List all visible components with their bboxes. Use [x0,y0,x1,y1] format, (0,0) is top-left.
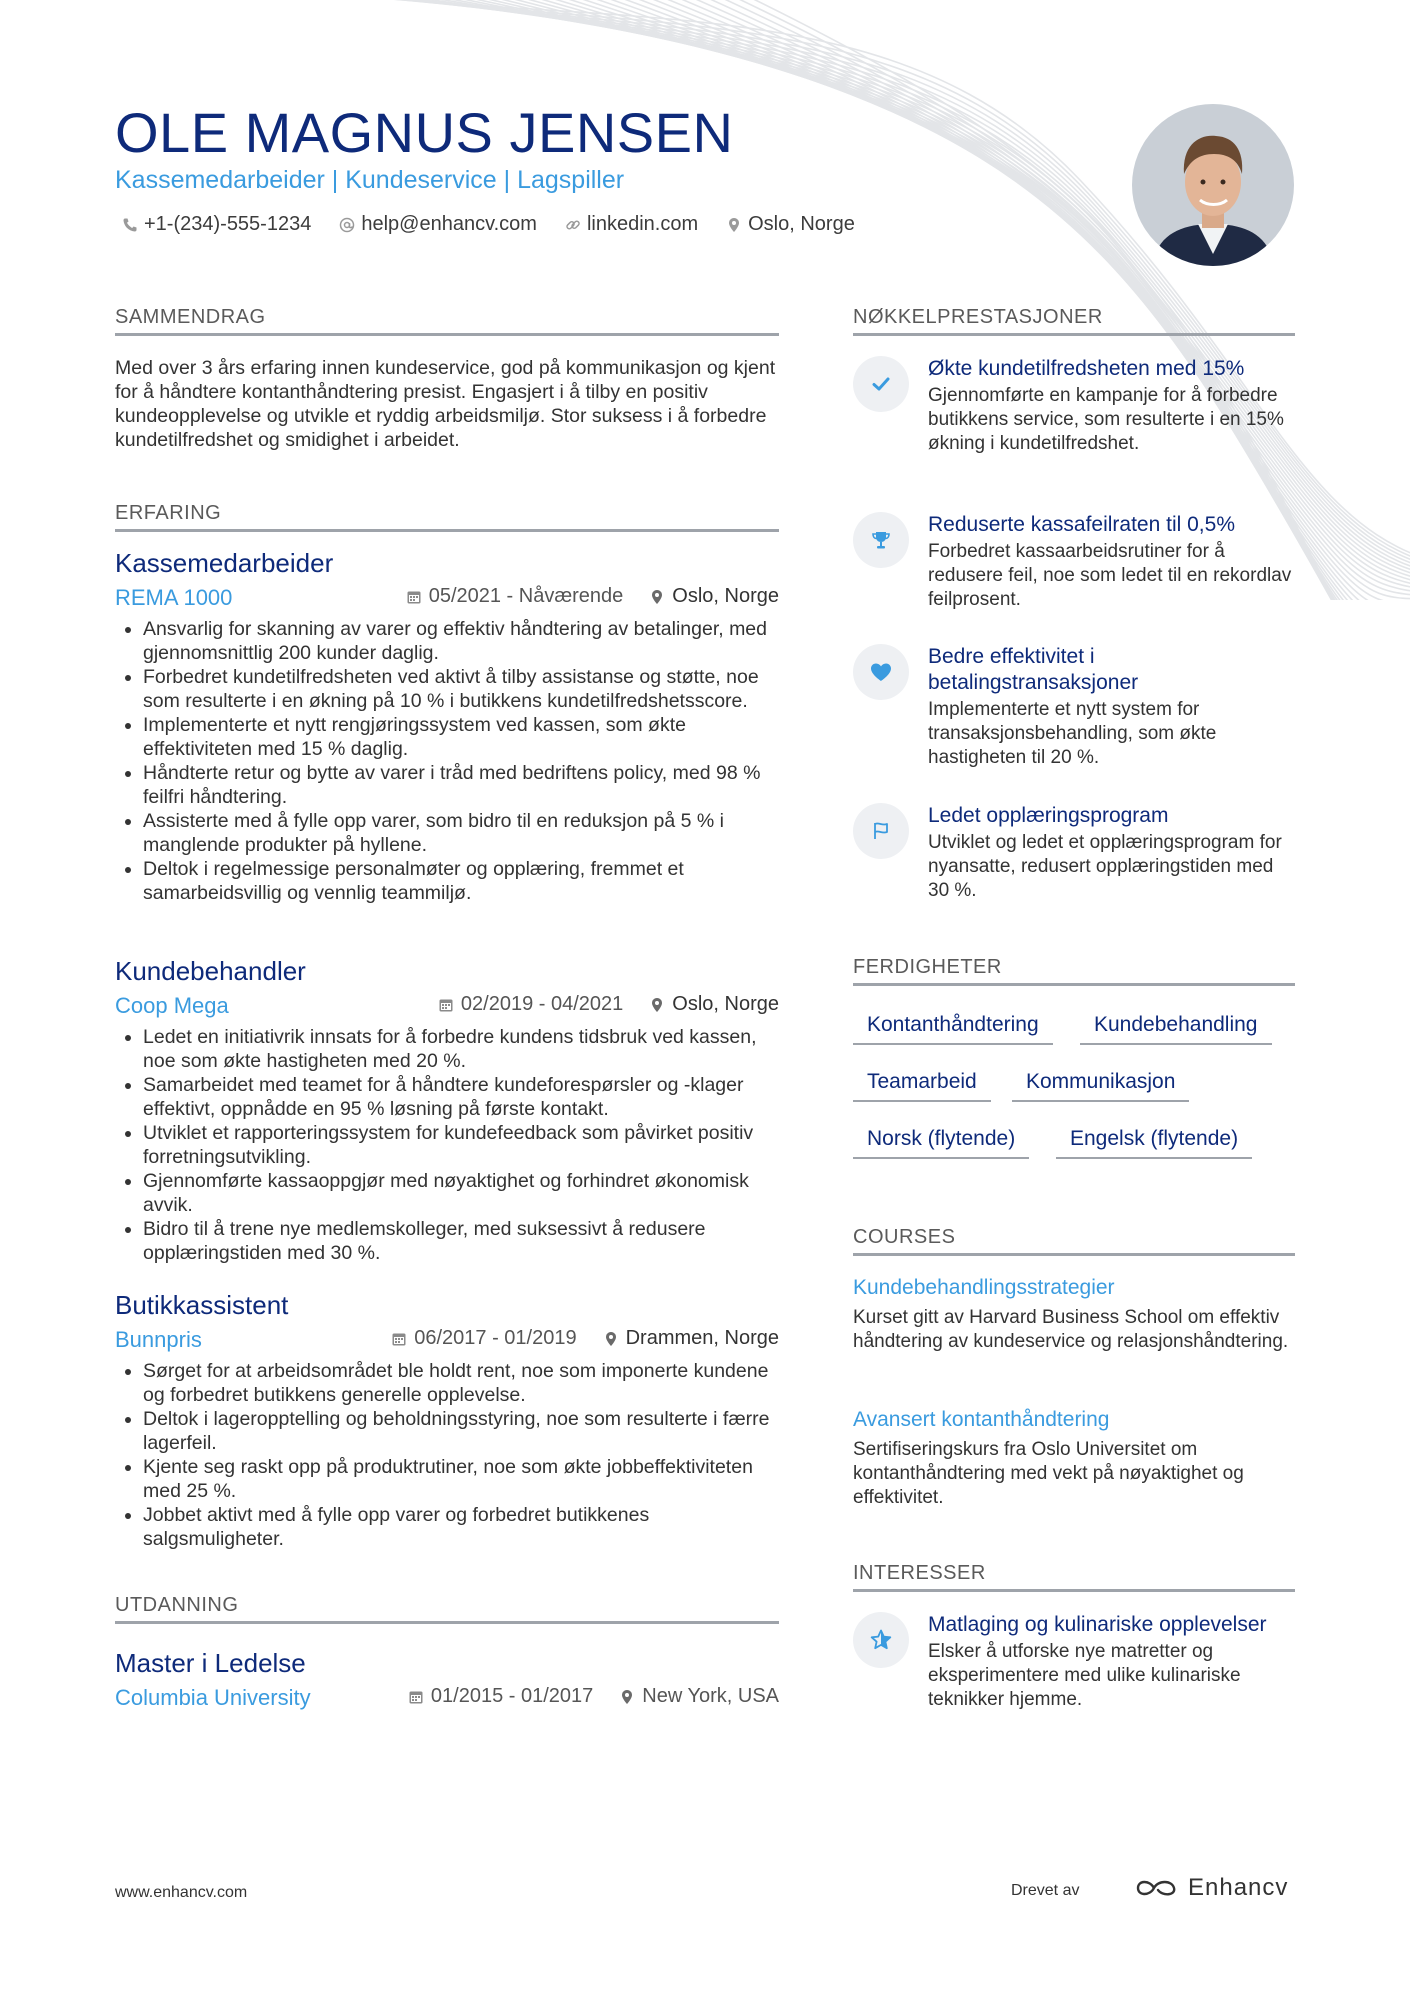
brand-name: Enhancv [1188,1874,1289,1901]
calendar-icon [406,589,422,605]
job-bullet: • Ansvarlig for skanning av varer og effektiv håndtering av betalinger, med gjennomsnittlig 200 kunder daglig. [143,617,779,665]
interests-section-header [853,1562,1295,1592]
job-title: Kassemedarbeider [115,548,334,578]
interest-item [853,1612,1295,1712]
course-desc: Kurset gitt av Harvard Business School om effektiv håndtering av kundeservice og relasjonshåndtering. [853,1307,1289,1352]
achievement-item [853,803,1295,903]
job-bullet: • Kjente seg raskt opp på produktrutiner, noe som økte jobbeffektiviteten med 25 %. [143,1455,779,1503]
job-bullets [115,1025,779,1265]
achievement-item [853,356,1295,456]
phone-text: +1-(234)-555-1234 [144,213,312,235]
wave-line [735,0,1410,600]
location-pin-icon [603,1331,619,1347]
job-bullet: • Deltok i lageropptelling og beholdningsstyring, noe som resulterte i færre lagerfeil. [143,1407,779,1455]
phone-icon [122,217,138,233]
course-item [853,1276,1295,1354]
job-entry [115,956,779,1265]
achievement-item [853,512,1295,612]
company-name: REMA 1000 [115,585,233,610]
skill-tag: Teamarbeid [853,1070,991,1102]
achievement-item [853,644,1295,770]
calendar-icon [391,1331,407,1347]
link-icon [565,217,581,233]
location-text: Oslo, Norge [748,213,855,235]
footer-brand [1132,1874,1288,1902]
section-title-courses: COURSES [853,1226,1295,1256]
education-meta [115,1685,779,1715]
job-entry [115,548,779,905]
job-location-text: Oslo, Norge [672,993,779,1015]
skills-section-header [853,956,1295,986]
at-sign-icon [339,217,355,233]
job-bullet: • Utviklet et rapporteringssystem for kundefeedback som påvirket positiv forretningsutvikling. [143,1121,779,1169]
education-location [619,1685,779,1708]
job-location [649,993,779,1016]
job-dates-text: 06/2017 - 01/2019 [414,1327,577,1349]
job-bullet: • Bidro til å trene nye medlemskolleger, med suksessivt å redusere opplæringstiden med 30 %. [143,1217,779,1265]
section-title-interests: INTERESSER [853,1562,1295,1592]
job-bullets [115,1359,779,1551]
heart-icon [853,644,909,700]
summary-text: Med over 3 års erfaring innen kundeservice, god på kommunikasjon og kjent for å håndtere kontanthåndtering presist. Engasjert i å tilby en positiv kundeopplevelse og utvikle et ryddig arbeidsmiljø. Stor suksess i å forbedre kundetilfredshet og smidighet i arbeidet. [115,357,776,451]
linkedin-text: linkedin.com [586,213,699,235]
job-bullet: • Ledet en initiativrik innsats for å forbedre kundens tidsbruk ved kassen, noe som økte hastigheten med 20 %. [143,1025,779,1073]
section-title-achievements: NØKKELPRESTASJONER [853,306,1295,336]
job-dates [391,1327,576,1350]
location-pin-icon [649,589,665,605]
section-title-education: UTDANNING [115,1594,779,1624]
job-bullet: • Implementerte et nytt rengjøringssystem ved kassen, som økte effektiviteten med 15 % daglig. [143,713,779,761]
contact-linkedin[interactable] [565,213,698,236]
job-entry [115,1290,779,1551]
star-icon [853,1612,909,1668]
location-pin-icon [619,1689,635,1705]
location-pin-icon [726,217,742,233]
achievement-title: Bedre effektivitet i betalingstransaksjoner [928,645,1139,694]
education-entry [115,1648,779,1715]
skill-tag: Kontanthåndtering [853,1013,1053,1045]
wave-line [420,0,1410,584]
achievements-section-header [853,306,1295,336]
profile-photo [1132,104,1294,266]
wave-line [360,0,1410,572]
summary-section [115,306,779,452]
job-meta [115,1327,779,1357]
course-item [853,1408,1295,1510]
education-dates-text: 01/2015 - 01/2017 [430,1685,594,1707]
job-location [649,585,779,608]
job-bullet: • Sørget for at arbeidsområdet ble holdt rent, noe som imponerte kundene og forbedret butikkens generelle opplevelse. [143,1359,779,1407]
candidate-headline: Kassemedarbeider | Kundeservice | Lagspiller [115,166,625,194]
achievement-title: Reduserte kassafeilraten til 0,5% [928,513,1235,536]
job-bullets [115,617,779,905]
check-icon [853,356,909,412]
footer-url[interactable]: www.enhancv.com [115,1884,248,1901]
achievement-desc: Gjennomførte en kampanje for å forbedre butikkens service, som resulterte i en 15% økning i kundetilfredshet. [928,385,1284,454]
calendar-icon [438,997,454,1013]
section-title-skills: FERDIGHETER [853,956,1295,986]
school-name: Columbia University [115,1685,311,1710]
candidate-name: OLE MAGNUS JENSEN [115,101,734,164]
job-meta [115,993,779,1023]
course-title: Avansert kontanthåndtering [853,1408,1110,1431]
job-location-text: Drammen, Norge [625,1327,779,1349]
achievement-desc: Utviklet og ledet et opplæringsprogram for nyansatte, redusert opplæringstiden med 30 %. [928,832,1282,901]
achievement-desc: Forbedret kassaarbeidsrutiner for å redusere feil, noe som ledet til en rekordlav feilprosent. [928,541,1292,610]
skill-tag: Engelsk (flytende) [1056,1127,1252,1159]
job-bullet: • Deltok i regelmessige personalmøter og opplæring, fremmet et samarbeidsvillig og vennlig teammiljø. [143,857,779,905]
skill-tag: Kommunikasjon [1012,1070,1189,1102]
skill-tag: Kundebehandling [1080,1013,1272,1045]
job-location [603,1327,779,1350]
company-name: Coop Mega [115,993,229,1018]
education-location-text: New York, USA [642,1685,779,1707]
experience-section-header [115,502,779,532]
job-dates [406,585,624,608]
contact-location [726,213,855,236]
degree-title: Master i Ledelse [115,1648,306,1678]
calendar-icon [408,1689,424,1705]
job-meta [115,585,779,615]
job-location-text: Oslo, Norge [672,585,779,607]
job-dates-text: 02/2019 - 04/2021 [460,993,624,1015]
job-title: Butikkassistent [115,1290,289,1320]
footer-powered-by: Drevet av [1011,1882,1080,1899]
section-title-experience: ERFARING [115,502,779,532]
contact-row [122,213,855,236]
course-title: Kundebehandlingsstrategier [853,1276,1115,1299]
achievement-title: Ledet opplæringsprogram [928,804,1169,827]
job-bullet: • Samarbeidet med teamet for å håndtere kundeforespørsler og -klager effektivt, oppnådde en 95 % løsning på første kontakt. [143,1073,779,1121]
job-bullet: • Forbedret kundetilfredsheten ved aktivt å tilby assistanse og støtte, noe som resulterte i en økning på 10 % i butikkens kundetilfredshetsscore. [143,665,779,713]
flag-icon [853,803,909,859]
company-name: Bunnpris [115,1327,202,1352]
job-bullet: • Håndterte retur og bytte av varer i tråd med bedriftens policy, med 98 % feilfri håndtering. [143,761,779,809]
job-title: Kundebehandler [115,956,306,986]
achievement-desc: Implementerte et nytt system for transaksjonsbehandling, som økte hastigheten til 20 %. [928,699,1217,768]
contact-phone[interactable] [122,213,311,236]
interest-desc: Elsker å utforske nye matretter og eksperimentere med ulike kulinariske teknikker hjemme. [928,1641,1241,1710]
course-desc: Sertifiseringskurs fra Oslo Universitet om kontanthåndtering med vekt på nøyaktighet og effektivitet. [853,1439,1244,1508]
job-dates-text: 05/2021 - Nåværende [428,585,624,607]
education-section-header [115,1594,779,1624]
interest-title: Matlaging og kulinariske opplevelser [928,1613,1267,1636]
courses-section-header [853,1226,1295,1256]
job-bullet: • Jobbet aktivt med å fylle opp varer og forbedret butikkenes salgsmuligheter. [143,1503,779,1551]
enhancv-logo-icon [1132,1875,1180,1901]
skill-tag: Norsk (flytende) [853,1127,1029,1159]
wave-line [705,0,1410,600]
trophy-icon [853,512,909,568]
achievement-title: Økte kundetilfredsheten med 15% [928,357,1245,380]
job-dates [438,993,623,1016]
section-title-summary: SAMMENDRAG [115,306,779,336]
job-bullet: • Gjennomførte kassaoppgjør med nøyaktighet og forhindret økonomisk avvik. [143,1169,779,1217]
location-pin-icon [649,997,665,1013]
wave-line [375,0,1410,575]
education-dates [408,1685,593,1708]
email-text: help@enhancv.com [361,213,537,235]
job-bullet: • Assisterte med å fylle opp varer, som bidro til en reduksjon på 5 % i manglende produkter på hyllene. [143,809,779,857]
contact-email[interactable] [339,213,537,236]
